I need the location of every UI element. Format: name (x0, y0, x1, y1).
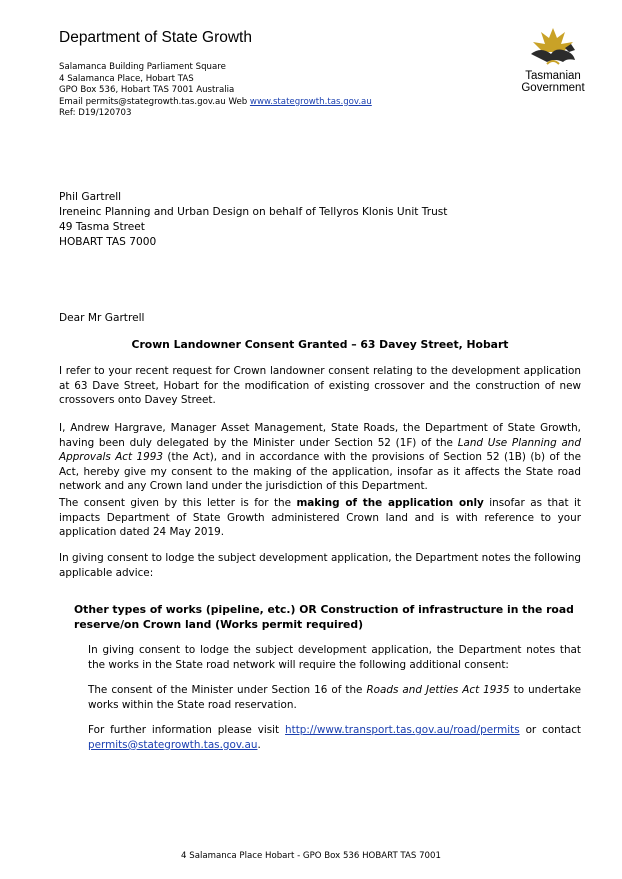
paragraph-scope (59, 496, 581, 540)
paragraph-consent (59, 421, 581, 494)
works-paragraph-1: In giving consent to lodge the subject development application, the Department notes that the works in the State road network will require the following additional consent: (88, 644, 581, 671)
emphasis-text: making of the application only (296, 497, 484, 509)
reference-number: Ref: D19/120703 (59, 108, 132, 119)
text-run: or contact (519, 724, 581, 736)
text-run: For further information please visit (88, 724, 286, 736)
contact-line (59, 97, 372, 109)
address-line: Salamanca Building Parliament Square (59, 62, 226, 72)
logo-text-line2: Government (521, 82, 585, 94)
thylacine-emblem-icon (525, 24, 581, 70)
works-paragraph-2 (88, 683, 581, 712)
text-run: I, Andrew Hargrave, Manager Asset Management, State Roads, the Department of State Growth, having been duly delegated by the Minister under Section 52 (1F) of the (59, 422, 581, 449)
act-title: Roads and Jetties Act 1935 (366, 684, 510, 696)
subject-line: Crown Landowner Consent Granted – 63 Davey Street, Hobart (131, 338, 509, 351)
website-link[interactable]: www.stategrowth.tas.gov.au (249, 96, 372, 107)
department-title: Department of State Growth (59, 29, 252, 46)
footer-address: 4 Salamanca Place Hobart - GPO Box 536 HOBART TAS 7001 (181, 851, 441, 861)
text-run: The consent of the Minister under Section 16 of the (88, 684, 367, 696)
text-run: (the Act), and in accordance with the provisions of Section 52 (1B) (b) of the Act, hereby give my consent to the making of the application, insofar as it affects the State road network and any Crown land under the jurisdiction of this Department. (59, 451, 581, 493)
permits-link[interactable]: http://www.transport.tas.gov.au/road/permits (285, 724, 520, 736)
works-paragraph-3 (88, 723, 581, 752)
logo-text-line1: Tasmanian (525, 70, 581, 82)
tasmanian-government-logo (512, 24, 594, 106)
recipient-line: 49 Tasma Street (59, 221, 145, 233)
paragraph-request: I refer to your recent request for Crown landowner consent relating to the development application at 63 Dave Street, Hobart for the modification of existing crossover and the construction of new crossovers onto Davey Street. (59, 365, 581, 407)
paragraph-advice-intro: In giving consent to lodge the subject development application, the Department notes the following applicable advice: (59, 552, 581, 579)
email-text: Email permits@stategrowth.tas.gov.au Web (59, 96, 250, 107)
address-line: 4 Salamanca Place, Hobart TAS (59, 73, 194, 84)
permits-email-link[interactable]: permits@stategrowth.tas.gov.au (88, 738, 258, 751)
text-run: . (257, 738, 261, 751)
works-section-heading: Other types of works (pipeline, etc.) OR Construction of infrastructure in the road reserve/on Crown land (Works permit required) (74, 603, 574, 631)
recipient-line: HOBART TAS 7000 (59, 236, 157, 248)
salutation: Dear Mr Gartrell (59, 312, 145, 324)
recipient-address (59, 190, 447, 250)
recipient-line: Phil Gartrell (59, 191, 122, 203)
recipient-line: Ireneinc Planning and Urban Design on behalf of Tellyros Klonis Unit Trust (59, 206, 448, 218)
text-run: to undertake works within the State road reservation. (88, 684, 581, 711)
address-line: GPO Box 536, Hobart TAS 7001 Australia (59, 85, 235, 96)
sender-address (59, 62, 372, 120)
text-run: The consent given by this letter is for the (59, 497, 297, 509)
text-run: insofar as that it impacts Department of State Growth administered Crown land and is with reference to your application dated 24 May 2019. (59, 497, 581, 539)
act-title: Land Use Planning and Approvals Act 1993 (59, 436, 581, 464)
